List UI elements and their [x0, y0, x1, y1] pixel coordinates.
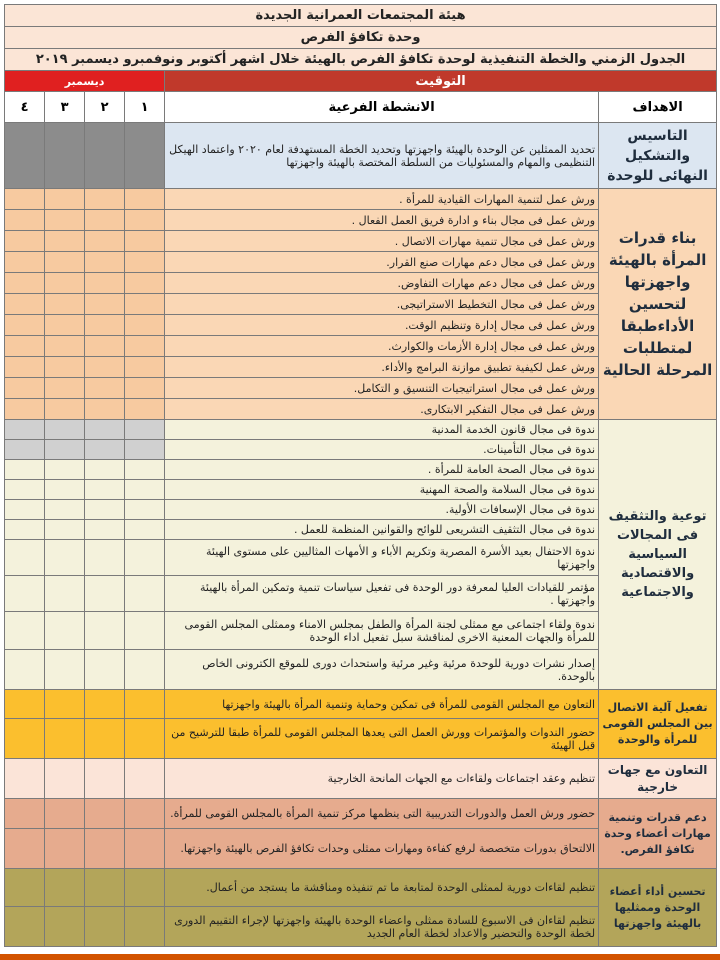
activity-cell: تنظيم لقاءان فى الاسبوع للسادة ممثلى واعضاء الوحدة بالهيئة واجهزتها لإجراء التقييم الدورى لخطة الوحدة والتحضير والاعداد لخطة العام الجديد: [165, 907, 599, 947]
week-2-header: ٢: [85, 92, 125, 123]
week-2-cell: [85, 690, 125, 719]
week-1-cell: [125, 189, 165, 210]
activities-column-header: الانشطة الفرعية: [165, 92, 599, 123]
week-4-cell: [5, 399, 45, 420]
week-3-cell: [45, 719, 85, 759]
activity-cell: ورش عمل فى مجال التفكير الابتكارى.: [165, 399, 599, 420]
week-1-cell: [125, 612, 165, 650]
activity-cell: إصدار نشرات دورية للوحدة مرئية وغير مرئية واستحداث دورى للموقع الكترونى الخاص بالوحدة.: [165, 650, 599, 690]
week-1-cell: [125, 399, 165, 420]
month-header: ديسمبر: [5, 71, 165, 92]
week-1-cell: [125, 294, 165, 315]
plan-table: [4, 4, 717, 947]
activity-cell: حضور الندوات والمؤتمرات وورش العمل التى يعدها المجلس القومى للمرأة طبقا للترشيح من قبل الهيئة: [165, 719, 599, 759]
week-3-cell: [45, 294, 85, 315]
week-2-cell: [85, 294, 125, 315]
week-1-cell: [125, 650, 165, 690]
timing-header: التوقيت: [165, 71, 717, 92]
week-4-cell: [5, 520, 45, 540]
week-2-cell: [85, 576, 125, 612]
week-2-cell: [85, 210, 125, 231]
week-4-cell: [5, 252, 45, 273]
week-3-cell: [45, 460, 85, 480]
week-3-cell: [45, 612, 85, 650]
week-4-cell: [5, 612, 45, 650]
plan-sheet: [4, 4, 716, 954]
week-4-cell: [5, 829, 45, 869]
week-2-cell: [85, 315, 125, 336]
week-3-cell: [45, 829, 85, 869]
week-2-cell: [85, 500, 125, 520]
week-3-cell: [45, 500, 85, 520]
week-2-cell: [85, 907, 125, 947]
week-2-cell: [85, 520, 125, 540]
week-1-cell: [125, 420, 165, 440]
week-1-cell: [125, 480, 165, 500]
week-2-cell: [85, 123, 125, 189]
activity-cell: ندوة فى مجال الصحة العامة للمرأة .: [165, 460, 599, 480]
week-3-cell: [45, 399, 85, 420]
goal-cell: تفعيل آلية الاتصال بين المجلس القومى للمرأة والوحدة: [599, 690, 717, 759]
week-2-cell: [85, 759, 125, 799]
week-4-cell: [5, 907, 45, 947]
activity-cell: مؤتمر للقيادات العليا لمعرفة دور الوحدة فى تفعيل سياسات تنمية وتمكين المرأة بالهيئة واجهزتها .: [165, 576, 599, 612]
week-2-cell: [85, 799, 125, 829]
activity-cell: ندوة فى مجال التأمينات.: [165, 440, 599, 460]
week-4-cell: [5, 210, 45, 231]
activity-cell: تنظيم لقاءات دورية لممثلى الوحدة لمتابعة ما تم تنفيذه ومناقشة ما يستجد من أعمال.: [165, 869, 599, 907]
activity-cell: ندوة الاحتفال بعيد الأسرة المصرية وتكريم الأباء و الأمهات المثاليين على مستوى الهيئة واجهزتها: [165, 540, 599, 576]
week-4-cell: [5, 690, 45, 719]
activity-cell: ورش عمل فى مجال تنمية مهارات الاتصال .: [165, 231, 599, 252]
activity-row: [5, 189, 717, 210]
week-2-cell: [85, 719, 125, 759]
week-1-cell: [125, 719, 165, 759]
activity-cell: ورش عمل فى مجال دعم مهارات التفاوض.: [165, 273, 599, 294]
activity-cell: ورش عمل فى مجال إدارة وتنظيم الوقت.: [165, 315, 599, 336]
week-3-cell: [45, 357, 85, 378]
week-3-cell: [45, 907, 85, 947]
week-1-cell: [125, 440, 165, 460]
week-4-cell: [5, 315, 45, 336]
week-2-cell: [85, 273, 125, 294]
week-3-cell: [45, 759, 85, 799]
week-1-cell: [125, 759, 165, 799]
week-1-cell: [125, 252, 165, 273]
week-4-cell: [5, 440, 45, 460]
activity-cell: حضور ورش العمل والدورات التدريبية التى ينظمها مركز تنمية المرأة بالمجلس القومى للمرأة.: [165, 799, 599, 829]
activity-row: [5, 759, 717, 799]
week-3-cell: [45, 869, 85, 907]
week-2-cell: [85, 440, 125, 460]
activity-cell: تنظيم وعقد اجتماعات ولقاءات مع الجهات المانحة الخارجية: [165, 759, 599, 799]
org-title: هيئة المجتمعات العمرانية الجديدة: [5, 5, 717, 27]
week-4-cell: [5, 480, 45, 500]
week-3-cell: [45, 440, 85, 460]
week-4-cell: [5, 799, 45, 829]
week-2-cell: [85, 189, 125, 210]
week-4-cell: [5, 189, 45, 210]
week-1-cell: [125, 357, 165, 378]
week-3-cell: [45, 231, 85, 252]
week-3-cell: [45, 690, 85, 719]
week-4-cell: [5, 357, 45, 378]
activity-cell: ورش عمل فى مجال دعم مهارات صنع القرار.: [165, 252, 599, 273]
week-4-cell: [5, 869, 45, 907]
week-2-cell: [85, 399, 125, 420]
goal-cell: دعم قدرات وتنمية مهارات أعضاء وحدة تكافؤ الفرص.: [599, 799, 717, 869]
week-3-cell: [45, 540, 85, 576]
goal-cell: تحسين أداء أعضاء الوحدة وممثليها بالهيئة واجهزتها: [599, 869, 717, 947]
week-1-cell: [125, 231, 165, 252]
week-1-cell: [125, 576, 165, 612]
week-1-cell: [125, 123, 165, 189]
week-2-cell: [85, 336, 125, 357]
week-4-cell: [5, 294, 45, 315]
activity-row: [5, 123, 717, 189]
week-1-cell: [125, 799, 165, 829]
footer-bar: [0, 954, 720, 960]
week-3-cell: [45, 336, 85, 357]
week-3-cell: [45, 273, 85, 294]
activity-cell: ندوة فى مجال الإسعافات الأولية.: [165, 500, 599, 520]
week-1-cell: [125, 273, 165, 294]
goal-cell: توعية والتثقيف فى المجالات السياسية والاقتصادية والاجتماعية: [599, 420, 717, 690]
week-1-cell: [125, 378, 165, 399]
week-4-cell: [5, 759, 45, 799]
activity-cell: ورش عمل فى مجال التخطيط الاستراتيجى.: [165, 294, 599, 315]
week-3-cell: [45, 799, 85, 829]
week-3-cell: [45, 189, 85, 210]
plan-body: [5, 123, 717, 947]
week-1-cell: [125, 540, 165, 576]
week-1-cell: [125, 520, 165, 540]
week-3-cell: [45, 576, 85, 612]
week-4-header: ٤: [5, 92, 45, 123]
goals-column-header: الاهداف: [599, 92, 717, 123]
week-1-cell: [125, 460, 165, 480]
week-2-cell: [85, 460, 125, 480]
week-3-cell: [45, 378, 85, 399]
activity-cell: ورش عمل لكيفية تطبيق موازنة البرامج والأداء.: [165, 357, 599, 378]
activity-cell: ورش عمل فى مجال بناء و ادارة فريق العمل الفعال .: [165, 210, 599, 231]
activity-row: [5, 420, 717, 440]
week-4-cell: [5, 273, 45, 294]
activity-cell: الالتحاق بدورات متخصصة لرفع كفاءة ومهارات ممثلى وحدات تكافؤ الفرص بالهيئة واجهزتها.: [165, 829, 599, 869]
activity-cell: ندوة ولقاء اجتماعى مع ممثلى لجنة المرأة والطفل بمجلس الامناء وممثلى المجلس القومى للمرأة والجهات المعنية الاخرى لمناقشة سبل تفعيل اداء الوحدة: [165, 612, 599, 650]
activity-row: [5, 799, 717, 829]
week-3-cell: [45, 520, 85, 540]
week-4-cell: [5, 420, 45, 440]
week-3-cell: [45, 252, 85, 273]
week-2-cell: [85, 231, 125, 252]
week-1-cell: [125, 315, 165, 336]
activity-row: [5, 869, 717, 907]
week-4-cell: [5, 500, 45, 520]
goal-cell: التاسيس والتشكيل النهائى للوحدة: [599, 123, 717, 189]
week-4-cell: [5, 123, 45, 189]
unit-title: وحدة تكافؤ الفرص: [5, 27, 717, 49]
week-2-cell: [85, 252, 125, 273]
week-2-cell: [85, 650, 125, 690]
activity-cell: ورش عمل فى مجال إدارة الأزمات والكوارث.: [165, 336, 599, 357]
week-4-cell: [5, 231, 45, 252]
week-3-cell: [45, 315, 85, 336]
week-2-cell: [85, 612, 125, 650]
plan-title: الجدول الزمني والخطة التنفيذية لوحدة تكافؤ الفرص بالهيئة خلال اشهر أكتوبر ونوفمبرو ديسمبر ٢٠١٩: [5, 49, 717, 71]
week-2-cell: [85, 869, 125, 907]
week-1-cell: [125, 907, 165, 947]
week-3-cell: [45, 123, 85, 189]
week-4-cell: [5, 378, 45, 399]
week-1-cell: [125, 336, 165, 357]
activity-row: [5, 690, 717, 719]
activity-cell: تحديد الممثلين عن الوحدة بالهيئة واجهزتها وتحديد الخطة المستهدفة لعام ٢٠٢٠ واعتماد الهيكل التنظيمى والمهام والمسئوليات من السلطة المختصة بالهيئة واجهزتها: [165, 123, 599, 189]
week-1-cell: [125, 210, 165, 231]
goal-cell: التعاون مع جهات خارجية: [599, 759, 717, 799]
week-2-cell: [85, 378, 125, 399]
week-4-cell: [5, 650, 45, 690]
week-4-cell: [5, 540, 45, 576]
week-3-header: ٣: [45, 92, 85, 123]
week-1-cell: [125, 690, 165, 719]
activity-cell: ورش عمل لتنمية المهارات القيادية للمرأة .: [165, 189, 599, 210]
week-3-cell: [45, 480, 85, 500]
activity-cell: ورش عمل فى مجال استراتيجيات التنسيق و التكامل.: [165, 378, 599, 399]
week-2-cell: [85, 357, 125, 378]
week-1-header: ١: [125, 92, 165, 123]
week-1-cell: [125, 869, 165, 907]
week-4-cell: [5, 719, 45, 759]
week-3-cell: [45, 420, 85, 440]
week-2-cell: [85, 540, 125, 576]
week-2-cell: [85, 420, 125, 440]
week-3-cell: [45, 650, 85, 690]
week-4-cell: [5, 336, 45, 357]
activity-cell: ندوة فى مجال السلامة والصحة المهنية: [165, 480, 599, 500]
activity-cell: ندوة فى مجال التثقيف التشريعى للوائح والقوانين المنظمة للعمل .: [165, 520, 599, 540]
week-2-cell: [85, 829, 125, 869]
activity-cell: ندوة فى مجال قانون الخدمة المدنية: [165, 420, 599, 440]
activity-cell: التعاون مع المجلس القومى للمرأة فى تمكين وحماية وتنمية المرأة بالهيئة واجهزتها: [165, 690, 599, 719]
week-2-cell: [85, 480, 125, 500]
week-1-cell: [125, 500, 165, 520]
goal-cell: بناء قدرات المرأة بالهيئة واجهزتها لتحسين الأداءطبقا لمتطلبات المرحلة الحالية: [599, 189, 717, 420]
week-4-cell: [5, 460, 45, 480]
week-3-cell: [45, 210, 85, 231]
week-4-cell: [5, 576, 45, 612]
week-1-cell: [125, 829, 165, 869]
